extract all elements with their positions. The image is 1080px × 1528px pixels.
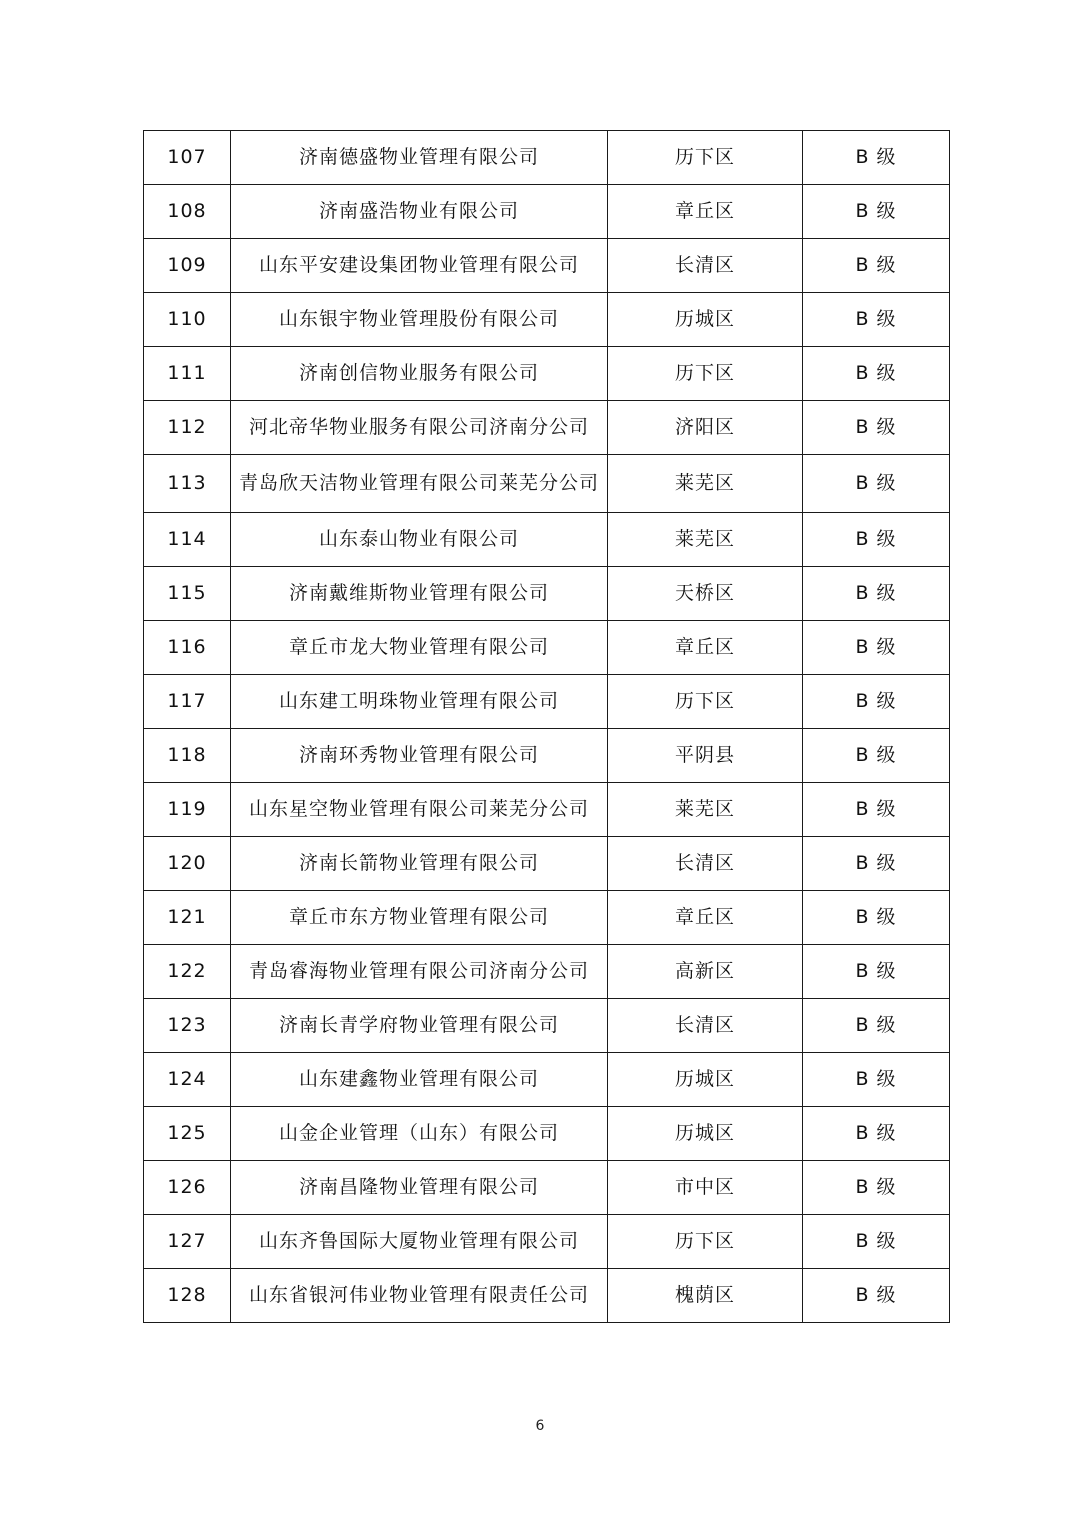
grade: B 级 xyxy=(803,1215,950,1269)
grade: B 级 xyxy=(803,999,950,1053)
district: 章丘区 xyxy=(608,621,803,675)
table-row xyxy=(144,347,950,401)
grade: B 级 xyxy=(803,1161,950,1215)
row-number: 114 xyxy=(144,513,231,567)
company-name: 山东建工明珠物业管理有限公司 xyxy=(231,675,608,729)
property-company-grade-table xyxy=(143,130,950,1323)
company-name: 济南昌隆物业管理有限公司 xyxy=(231,1161,608,1215)
table-row xyxy=(144,675,950,729)
grade: B 级 xyxy=(803,185,950,239)
district: 长清区 xyxy=(608,239,803,293)
table-row xyxy=(144,293,950,347)
row-number: 123 xyxy=(144,999,231,1053)
grade: B 级 xyxy=(803,293,950,347)
district: 槐荫区 xyxy=(608,1269,803,1323)
row-number: 115 xyxy=(144,567,231,621)
grade: B 级 xyxy=(803,131,950,185)
grade: B 级 xyxy=(803,729,950,783)
district: 济阳区 xyxy=(608,401,803,455)
table-row xyxy=(144,1161,950,1215)
company-name: 济南创信物业服务有限公司 xyxy=(231,347,608,401)
district: 高新区 xyxy=(608,945,803,999)
row-number: 116 xyxy=(144,621,231,675)
company-name: 青岛欣天洁物业管理有限公司莱芜分公司 xyxy=(231,455,608,513)
company-name: 济南长青学府物业管理有限公司 xyxy=(231,999,608,1053)
table-row xyxy=(144,513,950,567)
district: 历城区 xyxy=(608,293,803,347)
district: 历下区 xyxy=(608,1215,803,1269)
grade: B 级 xyxy=(803,513,950,567)
grade: B 级 xyxy=(803,1107,950,1161)
company-name: 济南长箭物业管理有限公司 xyxy=(231,837,608,891)
company-name: 山东平安建设集团物业管理有限公司 xyxy=(231,239,608,293)
district: 历城区 xyxy=(608,1107,803,1161)
row-number: 111 xyxy=(144,347,231,401)
row-number: 117 xyxy=(144,675,231,729)
grade: B 级 xyxy=(803,347,950,401)
company-name: 济南德盛物业管理有限公司 xyxy=(231,131,608,185)
district: 莱芜区 xyxy=(608,513,803,567)
row-number: 107 xyxy=(144,131,231,185)
company-name: 山东星空物业管理有限公司莱芜分公司 xyxy=(231,783,608,837)
row-number: 120 xyxy=(144,837,231,891)
grade: B 级 xyxy=(803,567,950,621)
table-row xyxy=(144,783,950,837)
company-name: 青岛睿海物业管理有限公司济南分公司 xyxy=(231,945,608,999)
table-row xyxy=(144,185,950,239)
table-row xyxy=(144,1107,950,1161)
district: 市中区 xyxy=(608,1161,803,1215)
district: 章丘区 xyxy=(608,891,803,945)
table-row xyxy=(144,1269,950,1323)
district: 莱芜区 xyxy=(608,783,803,837)
row-number: 119 xyxy=(144,783,231,837)
company-name: 章丘市龙大物业管理有限公司 xyxy=(231,621,608,675)
row-number: 124 xyxy=(144,1053,231,1107)
company-name: 济南戴维斯物业管理有限公司 xyxy=(231,567,608,621)
grade: B 级 xyxy=(803,1053,950,1107)
company-name: 章丘市东方物业管理有限公司 xyxy=(231,891,608,945)
grade: B 级 xyxy=(803,891,950,945)
row-number: 127 xyxy=(144,1215,231,1269)
table-row xyxy=(144,729,950,783)
row-number: 113 xyxy=(144,455,231,513)
grade: B 级 xyxy=(803,783,950,837)
company-name: 山东齐鲁国际大厦物业管理有限公司 xyxy=(231,1215,608,1269)
district: 历下区 xyxy=(608,131,803,185)
company-name: 山东建鑫物业管理有限公司 xyxy=(231,1053,608,1107)
row-number: 110 xyxy=(144,293,231,347)
company-name: 济南盛浩物业有限公司 xyxy=(231,185,608,239)
table-row xyxy=(144,1053,950,1107)
row-number: 128 xyxy=(144,1269,231,1323)
district: 莱芜区 xyxy=(608,455,803,513)
table-row xyxy=(144,945,950,999)
page-number: 6 xyxy=(535,1418,545,1434)
row-number: 118 xyxy=(144,729,231,783)
company-name: 山金企业管理（山东）有限公司 xyxy=(231,1107,608,1161)
district: 历下区 xyxy=(608,675,803,729)
row-number: 109 xyxy=(144,239,231,293)
table-row xyxy=(144,999,950,1053)
grade: B 级 xyxy=(803,837,950,891)
table-row xyxy=(144,837,950,891)
grade: B 级 xyxy=(803,675,950,729)
company-name: 山东泰山物业有限公司 xyxy=(231,513,608,567)
district: 天桥区 xyxy=(608,567,803,621)
grade: B 级 xyxy=(803,1269,950,1323)
company-name: 山东银宇物业管理股份有限公司 xyxy=(231,293,608,347)
row-number: 112 xyxy=(144,401,231,455)
row-number: 121 xyxy=(144,891,231,945)
district: 历城区 xyxy=(608,1053,803,1107)
row-number: 125 xyxy=(144,1107,231,1161)
district: 长清区 xyxy=(608,837,803,891)
district: 长清区 xyxy=(608,999,803,1053)
table-row xyxy=(144,567,950,621)
row-number: 122 xyxy=(144,945,231,999)
grade: B 级 xyxy=(803,401,950,455)
table-row xyxy=(144,455,950,513)
row-number: 108 xyxy=(144,185,231,239)
company-name: 山东省银河伟业物业管理有限责任公司 xyxy=(231,1269,608,1323)
company-name: 济南环秀物业管理有限公司 xyxy=(231,729,608,783)
table-row xyxy=(144,239,950,293)
district: 章丘区 xyxy=(608,185,803,239)
grade: B 级 xyxy=(803,239,950,293)
company-name: 河北帝华物业服务有限公司济南分公司 xyxy=(231,401,608,455)
table-row xyxy=(144,621,950,675)
district: 平阴县 xyxy=(608,729,803,783)
district: 历下区 xyxy=(608,347,803,401)
grade: B 级 xyxy=(803,945,950,999)
grade: B 级 xyxy=(803,455,950,513)
table-row xyxy=(144,131,950,185)
table-row xyxy=(144,401,950,455)
grade: B 级 xyxy=(803,621,950,675)
table-row xyxy=(144,1215,950,1269)
table-row xyxy=(144,891,950,945)
row-number: 126 xyxy=(144,1161,231,1215)
